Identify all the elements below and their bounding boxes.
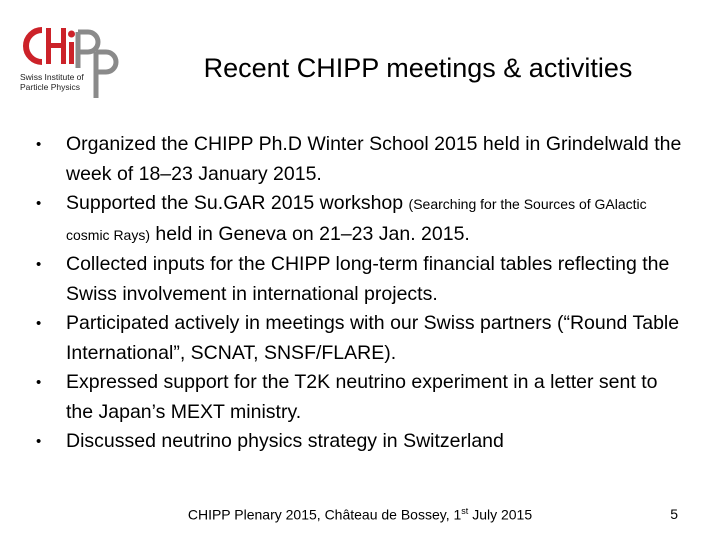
bullet-dot-icon: •	[36, 136, 42, 153]
bullet-list	[36, 130, 686, 457]
bullet-text: Participated actively in meetings with our Swiss partners (“Round Table International”, SCNAT, SNSF/FLARE).	[66, 312, 680, 364]
footer-superscript: st	[461, 506, 469, 516]
bullet-text: Expressed support for the T2K neutrino experiment in a letter sent to the Japan’s MEXT ministry.	[66, 371, 658, 423]
bullet-item	[36, 130, 686, 189]
bullet-dot-icon: •	[36, 256, 42, 273]
bullet-text: Organized the CHIPP Ph.D Winter School 2015 held in Grindelwald the week of 18–23 January 2015.	[66, 133, 682, 185]
bullet-dot-icon: •	[36, 374, 42, 391]
slide-title: Recent CHIPP meetings & activities	[203, 53, 633, 83]
slide-footer	[0, 506, 720, 523]
logo-caption	[20, 72, 84, 92]
logo-caption-line: Particle Physics	[20, 82, 80, 92]
bullet-text: Discussed neutrino physics strategy in Switzerland	[66, 430, 504, 452]
bullet-item	[36, 189, 686, 250]
bullet-dot-icon: •	[36, 433, 42, 450]
bullet-dot-icon: •	[36, 315, 42, 332]
bullet-text: held in Geneva on 21–23 Jan. 2015.	[150, 222, 470, 245]
logo-caption-line: Swiss Institute of	[20, 72, 84, 82]
bullet-text-small: (Searching for the Sources of GAlactic cosmic Rays)	[66, 196, 647, 243]
bullet-item	[36, 250, 686, 309]
bullet-item	[36, 427, 686, 457]
bullet-item	[36, 368, 686, 427]
bullet-item	[36, 309, 686, 368]
bullet-text: Collected inputs for the CHIPP long-term financial tables reflecting the Swiss involvement in international projects.	[66, 253, 670, 305]
footer-text: July 2015	[468, 506, 533, 523]
page-number: 5	[670, 506, 678, 522]
footer-text: CHIPP Plenary 2015, Château de Bossey, 1	[187, 506, 462, 523]
bullet-text: Supported the Su.GAR 2015 workshop	[66, 192, 409, 214]
bullet-dot-icon: •	[36, 195, 42, 212]
chipp-logo	[12, 22, 127, 102]
